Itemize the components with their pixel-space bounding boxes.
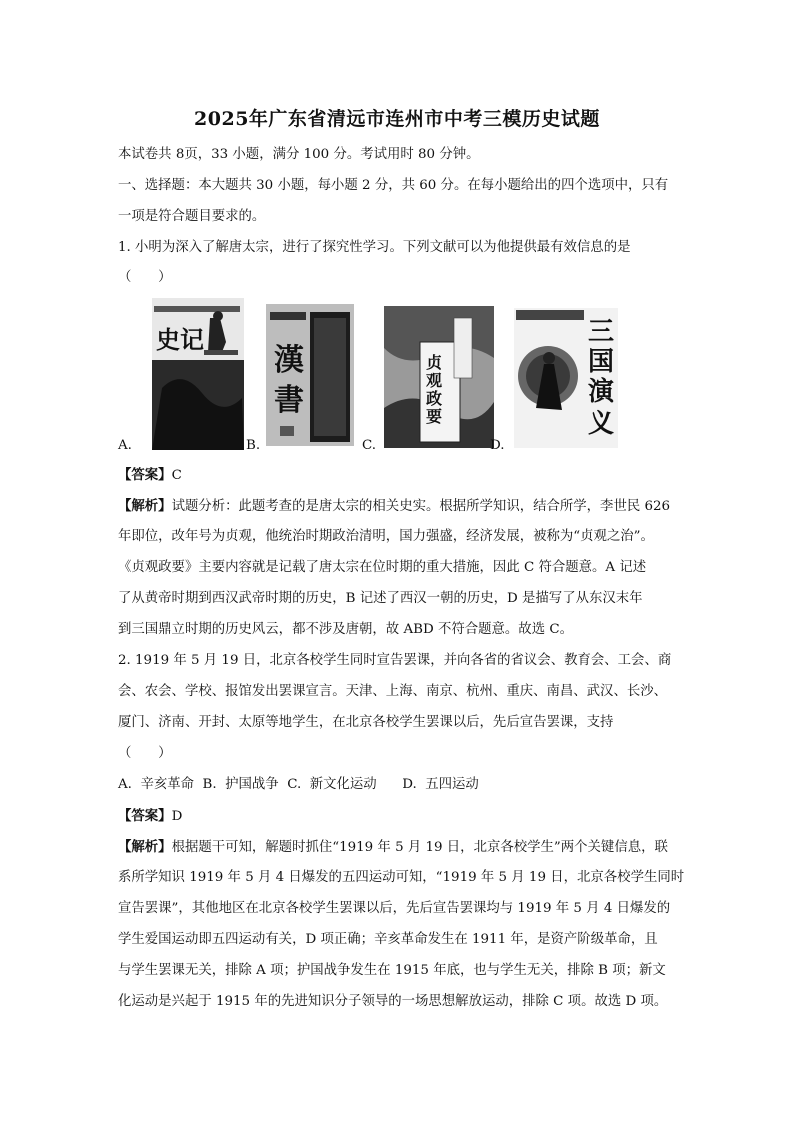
q2-stem-line1: 2. 1919 年 5 月 19 日，北京各校学生同时宣告罢课，并向各省的省议会、教育会、工会、商 — [118, 653, 672, 668]
q2-options: A. 辛亥革命 B. 护国战争 C. 新文化运动 D. 五四运动 — [118, 777, 479, 792]
analysis-tag: 【解析】 — [118, 498, 172, 514]
cover-title-zhenguanzhengyao — [426, 353, 442, 426]
book-cover-sanguoyanyi — [514, 298, 618, 448]
cover-title-shiji: 史记 — [156, 325, 204, 354]
q1-analysis-line5: 到三国鼎立时期的历史风云，都不涉及唐朝，故 ABD 不符合题意。故选 C。 — [118, 622, 573, 637]
book-cover-zhenguanzhengyao — [384, 298, 494, 448]
svg-text:演: 演 — [588, 377, 615, 407]
section1-instruction-line1: 一、选择题：本大题共 30 小题，每小题 2 分，共 60 分。在每小题给出的四个选项中，只有 — [118, 178, 669, 193]
q2-analysis-line5: 与学生罢课无关，排除 A 项；护国战争发生在 1915 年底，也与学生无关，排除 B 项；新文 — [118, 963, 666, 978]
exam-intro: 本试卷共 8页，33 小题，满分 100 分。考试用时 80 分钟。 — [118, 147, 480, 162]
answer-value: D — [171, 809, 183, 824]
book-cover-hanshu — [266, 298, 354, 446]
cover-title-sanguoyanyi — [587, 317, 616, 439]
q2-paren: （ ） — [118, 746, 172, 761]
q2-analysis-line4: 学生爱国运动即五四运动有关，D 项正确；辛亥革命发生在 1911 年，是资产阶级革命，且 — [118, 932, 658, 947]
svg-text:政: 政 — [426, 389, 443, 408]
q1-stem: 1. 小明为深入了解唐太宗，进行了探究性学习。下列文献可以为他提供最有效信息的是 — [118, 240, 631, 255]
q1-option-c-letter: C. — [362, 438, 377, 453]
q1-option-b-letter: B. — [246, 438, 261, 453]
answer-tag: 【答案】 — [118, 467, 172, 483]
q1-paren: （ ） — [118, 270, 172, 285]
q1-analysis-line4: 了从黄帝时期到西汉武帝时期的历史，B 记述了西汉一朝的历史，D 是描写了从东汉末年 — [118, 591, 643, 606]
q2-analysis-line1: 【解析】根据题干可知，解题时抓住“1919 年 5 月 19 日，北京各校学生”两个关键信息，联 — [118, 839, 668, 855]
section1-instruction-line2: 一项是符合题目要求的。 — [118, 209, 266, 224]
answer-tag: 【答案】 — [118, 808, 172, 824]
book-cover-shiji — [152, 298, 244, 450]
svg-text:書: 書 — [274, 383, 304, 418]
q1-analysis-line2: 年即位，改年号为贞观，他统治时期政治清明，国力强盛，经济发展，被称为“贞观之治”。 — [118, 529, 654, 544]
svg-text:三: 三 — [588, 317, 615, 347]
svg-text:贞: 贞 — [426, 353, 443, 372]
svg-text:国: 国 — [588, 347, 615, 377]
answer-value: C — [171, 468, 182, 483]
q2-analysis-line3: 宣告罢课”，其他地区在北京各校学生罢课以后，先后宣告罢课均与 1919 年 5 月 4 日爆发的 — [118, 901, 671, 916]
page-title: 2025年广东省清远市连州市中考三模历史试题 — [194, 108, 600, 130]
q1-options-figures — [118, 298, 684, 458]
q1-answer — [118, 466, 684, 485]
q1-analysis-line1: 【解析】试题分析：此题考查的是唐太宗的相关史实。根据所学知识，结合所学，李世民 626 — [118, 498, 671, 514]
svg-text:漢: 漢 — [274, 343, 304, 378]
q1-option-d-letter: D. — [490, 438, 505, 453]
q2-stem-line2: 会、农会、学校、报馆发出罢课宣言。天津、上海、南京、杭州、重庆、南昌、武汉、长沙、 — [118, 684, 668, 699]
q1-option-a-letter: A. — [118, 438, 132, 453]
svg-text:义: 义 — [588, 409, 615, 439]
q2-analysis-line6: 化运动是兴起于 1915 年的先进知识分子领导的一场思想解放运动，排除 C 项。故选 D 项。 — [118, 994, 668, 1009]
q2-analysis-line2: 系所学知识 1919 年 5 月 4 日爆发的五四运动可知，“1919 年 5 月 19 日，北京各校学生同时 — [118, 870, 685, 885]
svg-text:要: 要 — [426, 407, 443, 426]
q2-answer — [118, 807, 684, 826]
q2-stem-line3: 厦门、济南、开封、太原等地学生，在北京各校学生罢课以后，先后宣告罢课，支持 — [118, 715, 614, 730]
svg-text:观: 观 — [426, 371, 443, 390]
analysis-tag: 【解析】 — [118, 839, 172, 855]
q1-analysis-line3: 《贞观政要》主要内容就是记载了唐太宗在位时期的重大措施，因此 C 符合题意。A 记述 — [118, 560, 647, 575]
